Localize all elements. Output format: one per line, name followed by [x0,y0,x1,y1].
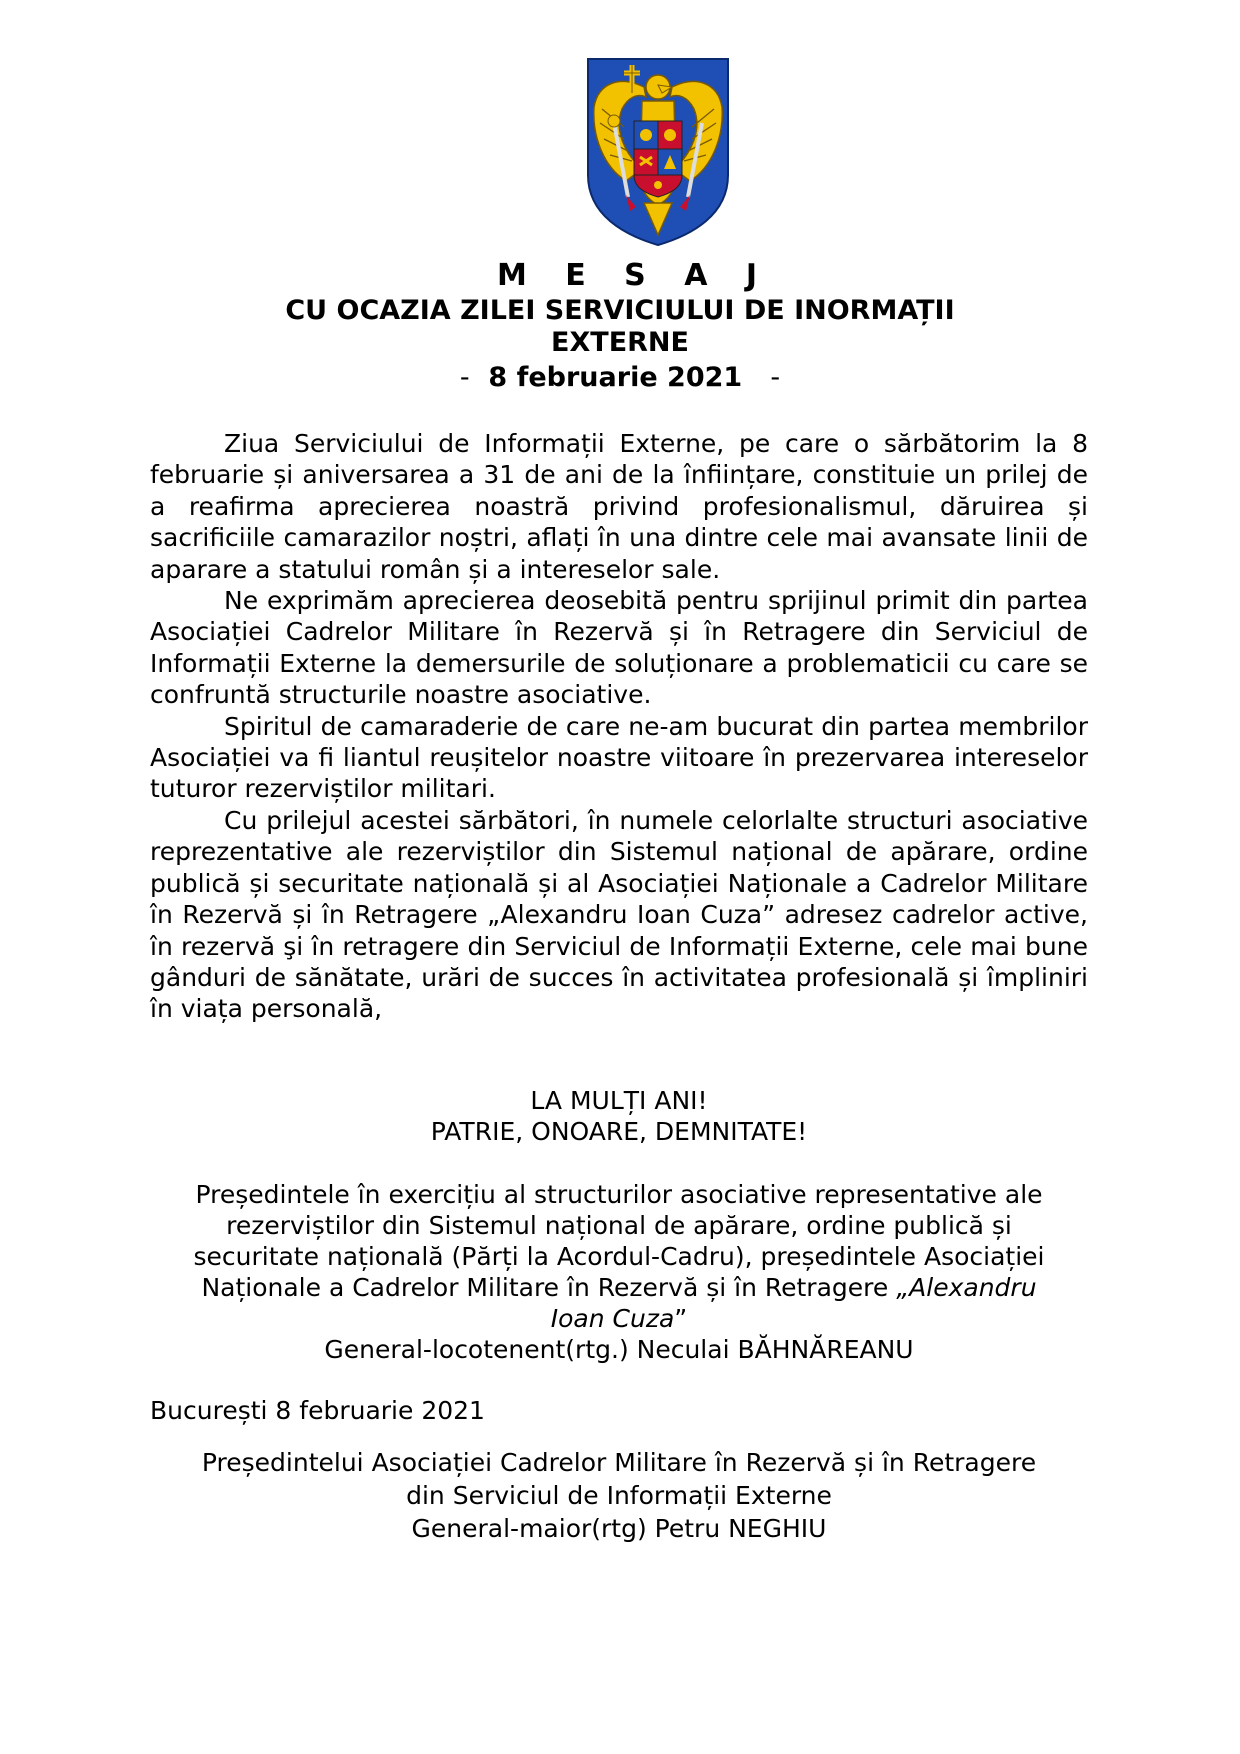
paragraph: Spiritul de camaraderie de care ne-am bucurat din partea membrilor Asociației va fi liantul reușitelor noastre viitoare în prezervarea intereselor tuturor rezerviștilor militari. [150,711,1088,804]
signature-block-president [150,1179,1088,1365]
document-title: M E S A J [496,258,772,293]
date-text: 8 februarie 2021 [488,362,743,393]
signature-line [150,1303,1088,1334]
date-dash-right: - [770,362,781,393]
message-body [150,428,1088,1025]
document-subtitle-line1: CU OCAZIA ZILEI SERVICIULUI DE INORMAȚII [285,295,955,326]
signature-text: ” [674,1304,688,1333]
signatory-name: General-locotenent(rtg.) Neculai BĂHNĂREANU [324,1335,914,1364]
closing-greeting [150,1085,1088,1147]
document-subtitle-line2: EXTERNE [551,327,689,358]
signature-italic-text: Ioan Cuza [550,1304,675,1333]
paragraph: Ne exprimăm aprecierea deosebită pentru sprijinul primit din partea Asociației Cadrelor Militare în Rezervă și în Retragere din Serviciul de Informații Externe la demersurile de soluționare a problematicii cu care se confruntă structurile noastre asociative. [150,586,1088,710]
motto-line: PATRIE, ONOARE, DEMNITATE! [430,1117,808,1146]
signature-line: din Serviciul de Informații Externe [406,1481,832,1510]
coat-of-arms-emblem [584,57,732,247]
signature-line: Președintelui Asociației Cadrelor Militare în Rezervă și în Retragere [201,1448,1037,1477]
signature-italic-text: „Alexandru [896,1273,1037,1302]
greeting-line: LA MULȚI ANI! [530,1086,708,1115]
place-and-date: București 8 februarie 2021 [150,1396,485,1425]
signature-line [150,1272,1088,1303]
signature-line: securitate națională (Părți la Acordul-Cadru), președintele Asociației [193,1242,1045,1271]
date-dash-left: - [459,362,470,393]
paragraph: Cu prilejul acestei sărbători, în numele celorlalte structuri asociative reprezentative ale rezerviștilor din Sistemul național de apărare, ordine publică și securitate națională și al Asociației Naționale a Cadrelor Militare în Rezervă și în Retragere „Alexandru Ioan Cuza” adresez cadrelor active, în rezervă şi în retragere din Serviciul de Informații Externe, cele mai bune gânduri de sănătate, urări de succes în activitatea profesională și împliniri în viața personală, [150,805,1088,1024]
paragraph: Ziua Serviciului de Informații Externe, pe care o sărbătorim la 8 februarie și aniversarea a 31 de ani de la înființare, constituie un prilej de a reafirma aprecierea noastră privind profesionalismul, dăruirea și sacrificiile camarazilor noștri, aflați în una dintre cele mai avansate linii de aparare a statului român și a intereselor sale. [150,429,1088,584]
signatory-name: General-maior(rtg) Petru NEGHIU [411,1514,827,1543]
document-date-heading [150,361,1090,395]
signature-line: Președintele în exercițiu al structurilor asociative representative ale [195,1180,1043,1209]
signature-block-recipient [150,1446,1088,1545]
signature-line: rezerviștilor din Sistemul național de apărare, ordine publică și [226,1211,1012,1240]
signature-text: Naționale a Cadrelor Militare în Rezervă și în Retragere [201,1273,897,1302]
